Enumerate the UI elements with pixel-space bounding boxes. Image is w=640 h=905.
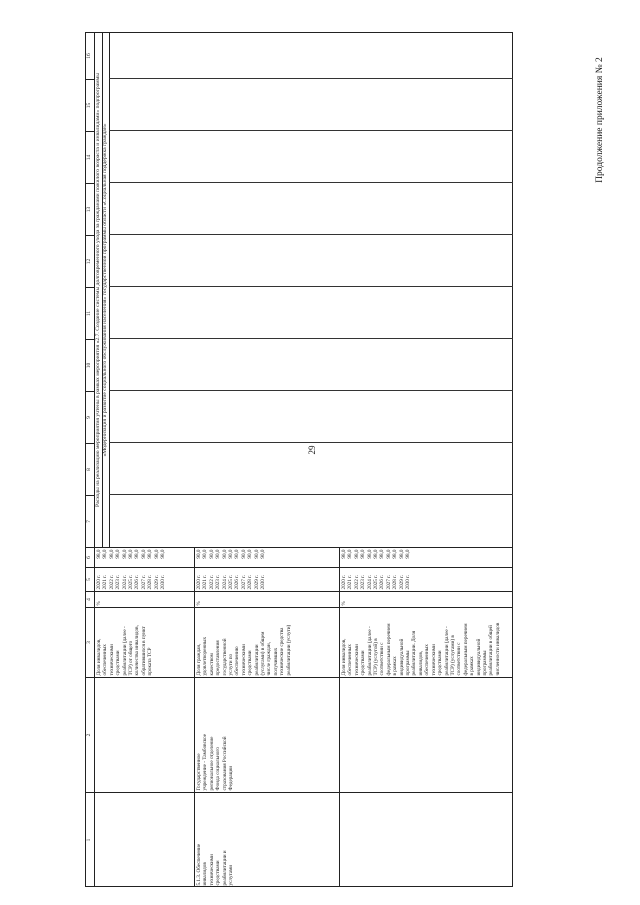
measure-cell xyxy=(95,792,195,887)
appendix-label: Продолжение приложения № 2 xyxy=(595,57,605,183)
value-cell: 90,0 90,0 90,0 90,0 90,0 90,0 90,0 90,0 90,0 90,0 90,0 xyxy=(195,547,340,567)
merged-cols-7-16 xyxy=(95,32,195,547)
indicator-cell: Доля граждан, удовлетворенных качеством предоставления государственной услуги по обеспечению техническими средствами реабилитации (услугами) в общем числе граждан, получивших технические средства реабилитации (услуги) xyxy=(195,607,340,677)
header-col-8: 8 xyxy=(85,443,95,495)
header-col-6: 6 xyxy=(85,547,95,567)
col-divider xyxy=(109,338,513,339)
unit-cell: % xyxy=(340,591,513,607)
header-col-10: 10 xyxy=(85,339,95,391)
col-divider xyxy=(109,234,513,235)
header-col-12: 12 xyxy=(85,235,95,287)
banner-line-1: Расходы на реализацию мероприятия учтены в рамках мероприятия «2.7. Создание системы долговременного ухода за гражданами пожилого возраста и инвалидами» подпрограммы xyxy=(95,32,103,547)
executor-cell xyxy=(340,677,513,792)
year-cell: 2020 г. 2021 г. 2022 г. 2023 г. 2024 г. 2025 г. 2026 г. 2027 г. 2028 г. 2029 г. 2030 г. xyxy=(95,567,195,591)
header-col-5: 5 xyxy=(85,567,95,591)
unit-cell: % xyxy=(195,591,340,607)
unit-cell: % xyxy=(95,591,195,607)
header-col-1: 1 xyxy=(85,792,95,887)
header-col-16: 16 xyxy=(85,32,95,79)
col-divider xyxy=(109,286,513,287)
col-divider xyxy=(109,130,513,131)
value-cell: 98,0 98,0 98,0 98,0 98,0 98,0 98,0 98,0 98,0 98,0 98,0 xyxy=(340,547,513,567)
executor-cell xyxy=(95,677,195,792)
merged-cols-7-16 xyxy=(340,32,513,547)
header-col-2: 2 xyxy=(85,677,95,792)
table-row xyxy=(195,32,340,887)
measure-cell: 5.1.3. Обеспечение инвалидов техническими средствами реабилитации и услугами xyxy=(195,792,340,887)
rotated-table xyxy=(85,32,513,887)
executor-cell: Государственное учреждение - Тамбовское региональное отделение Фонда социального страхования Российской Федерации xyxy=(195,677,340,792)
col-divider xyxy=(109,390,513,391)
table-row xyxy=(95,32,195,887)
indicator-cell: Доля инвалидов, обеспеченных техническими средствами реабилитации (далее - ТСР) от общего количества инвалидов, обратившихся в пункт проката ТСР xyxy=(95,607,195,677)
header-col-15: 15 xyxy=(85,79,95,131)
value-cell: 98,0 98,0 98,0 98,0 98,0 98,0 98,0 98,0 98,0 98,0 98,0 xyxy=(95,547,195,567)
header-col-11: 11 xyxy=(85,287,95,339)
header-col-13: 13 xyxy=(85,183,95,235)
table-row xyxy=(340,32,513,887)
header-col-4: 4 xyxy=(85,591,95,607)
indicator-cell: Доля инвалидов, обеспеченных техническими средствами реабилитации (далее - ТСР) (услугой) в соответствии с федеральным перечнем в рамках индивидуальной программы реабилитации. Доля инвалидов, обеспеченных техническими средствами реабилитации (далее - ТСР) (услугами) в соответствии с федеральным перечнем в рамках индивидуальной программы реабилитации в общей численности инвалидов xyxy=(340,607,513,677)
col-divider xyxy=(109,494,513,495)
merged-cols-7-16 xyxy=(195,32,340,547)
year-cell: 2020 г. 2021 г. 2022 г. 2023 г. 2024 г. 2025 г. 2026 г. 2027 г. 2028 г. 2029 г. 2030 г. xyxy=(340,567,513,591)
header-col-14: 14 xyxy=(85,131,95,183)
col-divider xyxy=(109,442,513,443)
col-divider xyxy=(109,78,513,79)
col-divider xyxy=(109,182,513,183)
header-col-7: 7 xyxy=(85,495,95,547)
measure-cell xyxy=(340,792,513,887)
header-col-3: 3 xyxy=(85,607,95,677)
table-header-row xyxy=(85,32,95,887)
header-col-9: 9 xyxy=(85,391,95,443)
banner-line-2: «Модернизация и развитие социального обслуживания населения» государственной программы области «Социальная поддержка граждан» xyxy=(102,32,110,547)
year-cell: 2020 г. 2021 г. 2022 г. 2023 г. 2024 г. 2025 г. 2026 г. 2027 г. 2028 г. 2029 г. 2030 г. xyxy=(195,567,340,591)
page-number: 29 xyxy=(307,445,317,455)
